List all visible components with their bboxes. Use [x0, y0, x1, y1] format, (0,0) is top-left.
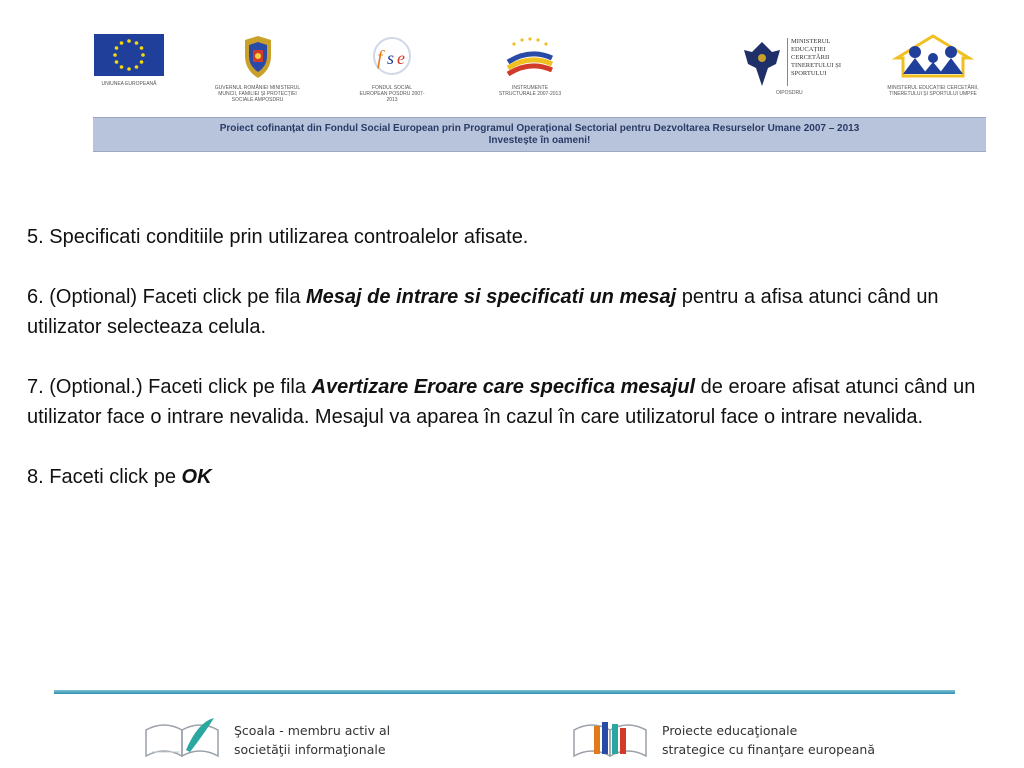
banner-line-2: Investește în oameni! — [488, 134, 591, 146]
step-8-prefix: 8. Faceti click pe — [27, 466, 182, 488]
banner-line-1: Proiect cofinanțat din Fondul Social European prin Programul Operațional Sectorial pentru Dezvoltarea Resurselor Umane 2007 – 2013 — [219, 122, 860, 134]
ministry-house-caption: MINISTERUL EDUCAȚIEI CERCETĂRII, TINERETULUI ȘI SPORTULUI UMPFE — [887, 85, 979, 97]
eu-flag-icon — [94, 34, 164, 76]
ministry-education-logo — [740, 38, 858, 96]
step-8 — [27, 462, 977, 492]
open-book-icon — [140, 716, 224, 764]
fse-caption: FONDUL SOCIAL EUROPEAN POSDRU 2007-2013 — [359, 85, 425, 103]
footer-divider — [54, 690, 955, 694]
ministry-house-icon — [885, 34, 981, 80]
header-logos — [0, 0, 1024, 110]
svg-text:s: s — [387, 48, 395, 68]
ministry-education-subcaption: OIPOSDRU — [776, 90, 803, 96]
government-caption: GUVERNUL ROMÂNIEI MINISTERUL MUNCII, FAMILIEI ȘI PROTECȚIEI SOCIALE AMPOSDRU — [214, 85, 301, 103]
instructions — [27, 222, 977, 522]
step-7-suffix: de eroare afisat atunci când un utilizator face o intrare nevalida. Mesajul va aparea în cazul în care utilizatorul face o intrare nevalida. — [27, 376, 976, 428]
step-6-prefix: 6. (Optional) Faceti click pe fila — [27, 286, 306, 308]
step-7-prefix: 7. (Optional.) Faceti click pe fila — [27, 376, 312, 398]
footer-right-text — [662, 721, 875, 759]
step-6-suffix: pentru a afisa atunci când un utilizator selecteaza celula. — [27, 286, 939, 338]
svg-text:f: f — [377, 47, 383, 69]
step-6-emphasis: Mesaj de intrare si specificati un mesaj — [306, 286, 677, 308]
fse-logo-icon — [367, 34, 417, 80]
government-logo — [210, 34, 305, 103]
step-6 — [27, 282, 977, 342]
footer-left-text — [234, 721, 390, 759]
structural-instruments-caption: INSTRUMENTE STRUCTURALE 2007-2013 — [498, 85, 562, 97]
footer-right — [568, 716, 875, 764]
step-7 — [27, 372, 977, 432]
romania-coat-of-arms-icon — [241, 34, 275, 80]
svg-text:e: e — [397, 48, 405, 68]
footer-right-line-1: Proiecte educaţionale — [662, 723, 798, 738]
structural-instruments-logo — [494, 34, 566, 97]
step-5: 5. Specificati conditiile prin utilizarea controalelor afisate. — [27, 226, 529, 248]
footer-left — [140, 716, 390, 764]
structural-instruments-icon — [500, 34, 560, 80]
ministry-education-icon — [740, 38, 784, 90]
footer-left-line-2: societăţii informaţionale — [234, 742, 386, 757]
project-banner — [93, 117, 986, 152]
ministry-education-caption: MINISTERUL EDUCAȚIEI CERCETĂRII TINERETULUI ȘI SPORTULUI — [791, 38, 842, 77]
fse-logo — [358, 34, 426, 103]
step-7-emphasis: Avertizare Eroare care specifica mesajul — [311, 376, 696, 398]
eu-logo — [93, 34, 165, 87]
footer-right-line-2: strategice cu finanţare europeană — [662, 742, 875, 757]
eu-caption: UNIUNEA EUROPEANĂ — [101, 81, 157, 87]
footer-left-line-1: Şcoala - membru activ al — [234, 723, 391, 738]
books-icon — [568, 716, 652, 764]
ministry-house-logo — [878, 34, 988, 97]
step-8-emphasis: OK — [181, 466, 212, 488]
